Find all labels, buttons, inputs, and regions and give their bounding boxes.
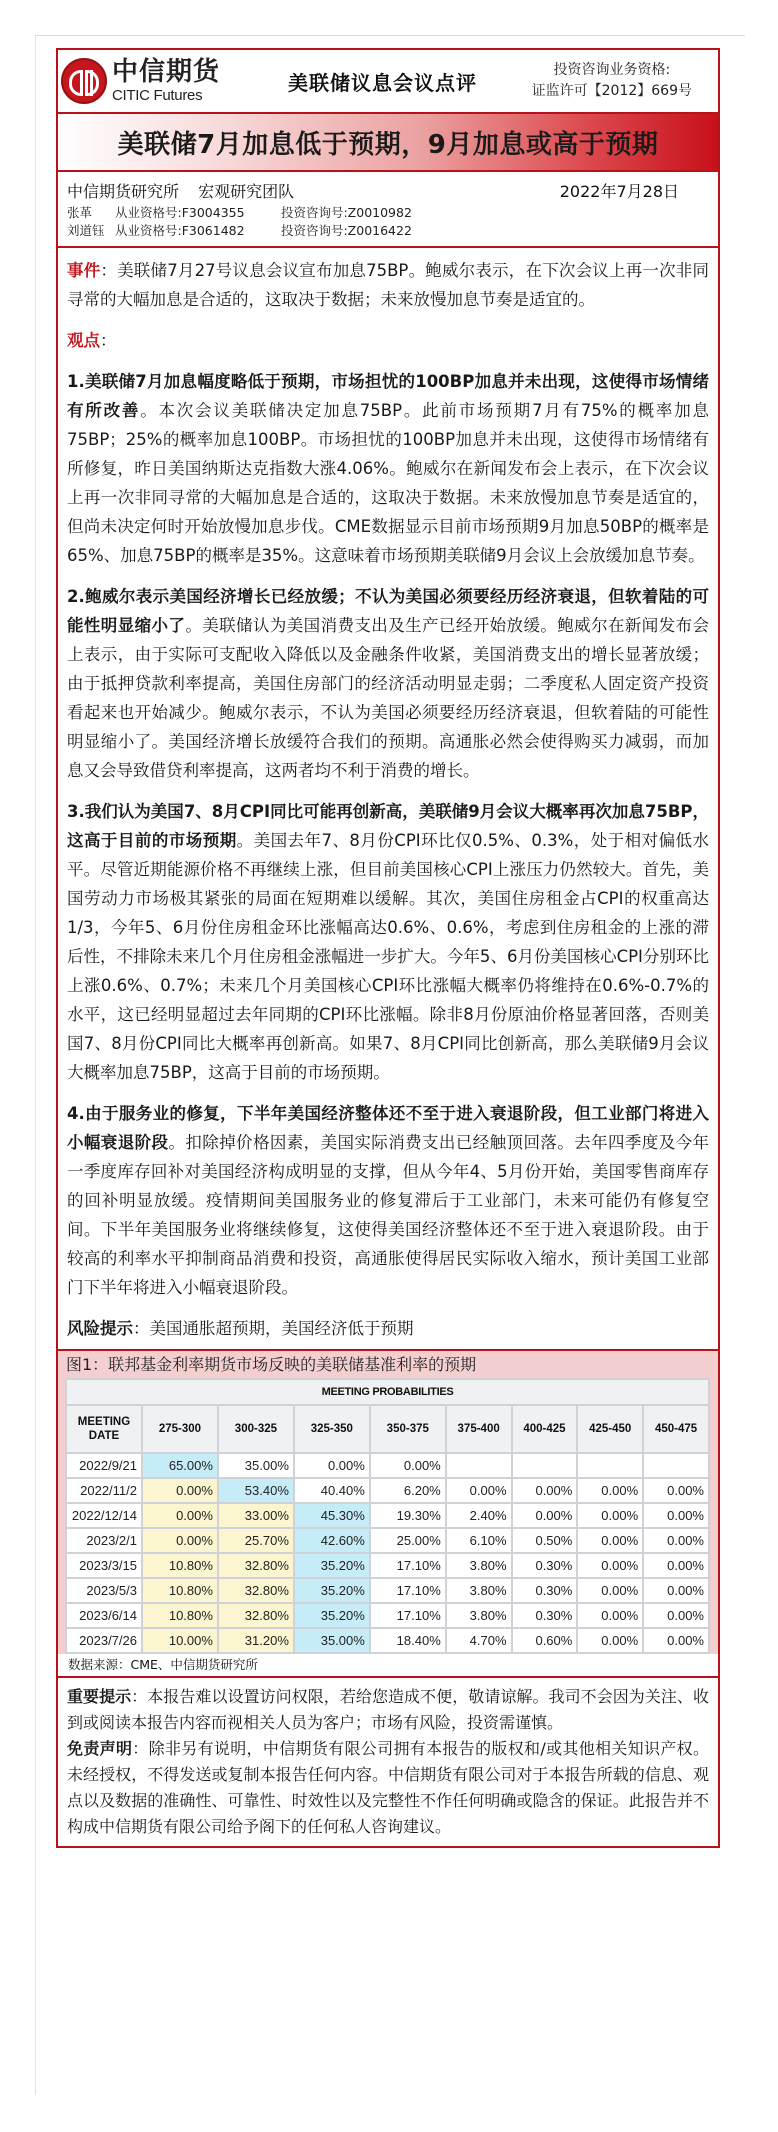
probability-cell: 10.00% (142, 1628, 218, 1653)
probability-cell: 42.60% (294, 1528, 370, 1553)
institute-name: 中信期货研究所 (67, 182, 180, 201)
view-point-3 (67, 797, 709, 1087)
probability-cell: 0.00% (577, 1628, 643, 1653)
important-notice (67, 1684, 709, 1736)
risk-label: 风险提示 (67, 1319, 133, 1338)
event-paragraph (67, 256, 709, 314)
citic-logo-icon (61, 58, 107, 104)
probability-cell: 0.00% (446, 1478, 512, 1503)
risk-warning (67, 1314, 709, 1343)
report-header (58, 50, 718, 114)
analyst-cert-no: 从业资格号:F3004355 (114, 205, 245, 220)
logo-chinese-name: 中信期货 (112, 57, 221, 87)
column-header-rate-range: 275-300 (142, 1405, 218, 1453)
probability-cell: 25.70% (218, 1528, 294, 1553)
analyst-consult-no: 投资咨询号:Z0010982 (280, 205, 412, 220)
views-heading: 观点： (67, 331, 117, 350)
probability-cell: 40.40% (294, 1478, 370, 1503)
column-header-rate-range: 325-350 (294, 1405, 370, 1453)
meeting-date-cell: 2022/9/21 (66, 1453, 142, 1478)
probability-cell: 2.40% (446, 1503, 512, 1528)
view-point-heading: 4.由于服务业的修复，下半年美国经济整体还不至于进入衰退阶段，但工业部门将进入小幅衰退阶段 (67, 1104, 709, 1152)
probability-cell: 31.20% (218, 1628, 294, 1653)
probability-cell: 6.20% (370, 1478, 446, 1503)
probability-cell (446, 1453, 512, 1478)
analyst-consult-no: 投资咨询号:Z0016422 (280, 223, 412, 238)
probability-cell: 0.00% (643, 1628, 709, 1653)
analyst-name: 张革 (67, 205, 93, 220)
headline-banner (58, 114, 718, 172)
probability-cell: 0.00% (643, 1553, 709, 1578)
figure-source: 数据来源：CME、中信期货研究所 (58, 1654, 718, 1676)
probability-cell: 0.60% (512, 1628, 578, 1653)
probability-cell: 17.10% (370, 1603, 446, 1628)
probability-cell: 35.00% (218, 1453, 294, 1478)
table-row (66, 1603, 709, 1628)
meeting-date-cell: 2022/12/14 (66, 1503, 142, 1528)
headline-title: 美联储7月加息低于预期，9月加息或高于预期 (117, 129, 659, 160)
analyst-row (67, 204, 709, 222)
view-point-text: 。扣除掉价格因素，美国实际消费支出已经触顶回落。去年四季度及今年一季度库存回补对美国经济构成明显的支撑，但从今年4、5月份开始，美国零售商库存的回补明显放缓。疫情期间美国服务业的修复滞后于工业部门，未来可能仍有修复空间。下半年美国服务业将继续修复，这使得美国经济整体还不至于进入衰退阶段。由于较高的利率水平抑制商品消费和投资，高通胀使得居民实际收入缩水，预计美国工业部门下半年将进入小幅衰退阶段。 (67, 1133, 710, 1297)
probability-cell: 3.80% (446, 1553, 512, 1578)
report-date: 2022年7月28日 (559, 182, 679, 201)
report-document (56, 48, 720, 1848)
license-line-1: 投资咨询业务资格: (553, 62, 671, 78)
probability-cell: 19.30% (370, 1503, 446, 1528)
probability-cell: 0.00% (370, 1453, 446, 1478)
probability-cell: 0.00% (643, 1503, 709, 1528)
column-header-rate-range: 400-425 (512, 1405, 578, 1453)
probability-cell: 25.00% (370, 1528, 446, 1553)
probability-cell: 0.00% (512, 1503, 578, 1528)
probability-cell: 10.80% (142, 1578, 218, 1603)
meeting-date-cell: 2022/11/2 (66, 1478, 142, 1503)
probability-cell: 0.00% (577, 1553, 643, 1578)
probability-cell: 0.00% (142, 1478, 218, 1503)
disclaimer-statement (67, 1736, 709, 1840)
column-header-rate-range: 450-475 (643, 1405, 709, 1453)
table-row (66, 1578, 709, 1603)
probability-cell: 32.80% (218, 1578, 294, 1603)
analyst-name: 刘道钰 (67, 223, 105, 238)
probability-cell (643, 1453, 709, 1478)
meeting-date-cell: 2023/3/15 (66, 1553, 142, 1578)
column-header-rate-range: 375-400 (446, 1405, 512, 1453)
license-info (532, 60, 692, 102)
notice-text: ：本报告难以设置访问权限，若给您造成不便，敬请谅解。我司不会因为关注、收到或阅读本报告内容而视相关人员为客户；市场有风险，投资需谨慎。 (67, 1687, 709, 1732)
probability-cell: 32.80% (218, 1603, 294, 1628)
analyst-row (67, 222, 709, 240)
table-row (66, 1528, 709, 1553)
views-label: 观点 (67, 331, 100, 350)
probability-cell: 0.00% (643, 1578, 709, 1603)
probability-cell: 33.00% (218, 1503, 294, 1528)
probability-cell: 35.20% (294, 1578, 370, 1603)
probability-cell: 0.00% (142, 1528, 218, 1553)
probability-cell: 10.80% (142, 1603, 218, 1628)
probability-cell: 3.80% (446, 1578, 512, 1603)
probability-cell (512, 1453, 578, 1478)
probability-cell: 0.00% (577, 1478, 643, 1503)
view-point-2 (67, 582, 709, 785)
probability-cell: 0.30% (512, 1603, 578, 1628)
table-row (66, 1628, 709, 1653)
probability-cell: 35.00% (294, 1628, 370, 1653)
license-line-2: 证监许可【2012】669号 (531, 83, 692, 99)
probability-cell: 18.40% (370, 1628, 446, 1653)
probability-cell: 35.20% (294, 1553, 370, 1578)
meeting-date-cell: 2023/5/3 (66, 1578, 142, 1603)
report-body (58, 248, 718, 1351)
view-point-text: 。美国去年7、8月份CPI环比仅0.5%、0.3%，处于相对偏低水平。尽管近期能源价格不再继续上涨，但目前美国核心CPI上涨压力仍然较大。首先，美国劳动力市场极其紧张的局面在短期难以缓解。其次，美国住房租金占CPI的权重高达1/3，今年5、6月份住房租金环比涨幅高达0.6%、0.6%，考虑到住房租金的上涨的滞后性，不排除未来几个月住房租金涨幅进一步扩大。今年5、6月份美国核心CPI分别环比上涨0.6%、0.7%；未来几个月美国核心CPI环比涨幅大概率仍将维持在0.6%-0.7%的水平，这已经明显超过去年同期的CPI环比涨幅。除非8月份原油价格显著回落，否则美国7、8月份CPI同比大概率再创新高。如果7、8月CPI同比创新高，那么美联储9月会议大概率加息75BP，这高于目前的市场预期。 (67, 831, 709, 1082)
probability-cell (577, 1453, 643, 1478)
probability-cell: 0.00% (643, 1603, 709, 1628)
table-row (66, 1453, 709, 1478)
disclaimer-label: 免责声明 (67, 1739, 133, 1758)
probability-cell: 0.00% (577, 1503, 643, 1528)
probability-cell: 4.70% (446, 1628, 512, 1653)
probability-cell: 53.40% (218, 1478, 294, 1503)
table-row (66, 1503, 709, 1528)
probability-cell: 0.50% (512, 1528, 578, 1553)
probability-cell: 0.00% (142, 1503, 218, 1528)
view-point-heading: 3.我们认为美国7、8月CPI同比可能再创新高，美联储9月会议大概率再次加息75BP，这高于目前的市场预期 (67, 802, 709, 850)
meeting-date-cell: 2023/7/26 (66, 1628, 142, 1653)
probability-cell: 65.00% (142, 1453, 218, 1478)
probability-cell: 45.30% (294, 1503, 370, 1528)
probability-cell: 32.80% (218, 1553, 294, 1578)
event-text: ：美联储7月27号议息会议宣布加息75BP。鲍威尔表示，在下次会议上再一次非同寻常的大幅加息是合适的，这取决于数据；未来放慢加息节奏是适宜的。 (67, 261, 709, 309)
probability-cell: 10.80% (142, 1553, 218, 1578)
author-info (58, 172, 718, 248)
column-header-meeting-date: MEETING DATE (66, 1405, 142, 1453)
view-point-heading: 1.美联储7月加息幅度略低于预期，市场担忧的100BP加息并未出现，这使得市场情绪有所改善 (67, 372, 709, 420)
probability-cell: 35.20% (294, 1603, 370, 1628)
notice-label: 重要提示 (67, 1687, 132, 1706)
column-header-rate-range: 425-450 (577, 1405, 643, 1453)
column-header-rate-range: 300-325 (218, 1405, 294, 1453)
meeting-date-cell: 2023/2/1 (66, 1528, 142, 1553)
probability-cell: 3.80% (446, 1603, 512, 1628)
probability-cell: 0.00% (512, 1478, 578, 1503)
view-point-heading: 2.鲍威尔表示美国经济增长已经放缓；不认为美国必须要经历经济衰退，但软着陆的可能性明显缩小了 (67, 587, 709, 635)
probability-cell: 0.00% (643, 1528, 709, 1553)
risk-text: ：美国通胀超预期，美国经济低于预期 (133, 1319, 414, 1338)
probability-cell: 0.00% (294, 1453, 370, 1478)
analyst-cert-no: 从业资格号:F3061482 (114, 223, 245, 238)
probability-cell: 17.10% (370, 1553, 446, 1578)
probability-cell: 17.10% (370, 1578, 446, 1603)
probability-cell: 0.00% (577, 1578, 643, 1603)
figure-1 (58, 1351, 718, 1678)
team-name: 宏观研究团队 (198, 182, 295, 201)
probability-cell: 0.00% (577, 1603, 643, 1628)
meeting-date-cell: 2023/6/14 (66, 1603, 142, 1628)
disclaimer-text: ：除非另有说明，中信期货有限公司拥有本报告的版权和/或其他相关知识产权。未经授权，不得发送或复制本报告任何内容。中信期货有限公司对于本报告所载的信息、观点以及数据的准确性、可靠性、时效性以及完整性不作任何明确或隐含的保证。此报告并不构成中信期货有限公司给予阁下的任何私人咨询建议。 (67, 1739, 709, 1836)
view-point-1 (67, 367, 709, 570)
table-row (66, 1553, 709, 1578)
probability-cell: 0.00% (643, 1478, 709, 1503)
figure-title: 图1：联邦基金利率期货市场反映的美联储基准利率的预期 (66, 1355, 477, 1374)
view-point-4 (67, 1099, 709, 1302)
probability-cell: 0.00% (577, 1528, 643, 1553)
probability-cell: 6.10% (446, 1528, 512, 1553)
probability-cell: 0.30% (512, 1578, 578, 1603)
event-label: 事件 (67, 261, 101, 280)
view-point-text: 。本次会议美联储决定加息75BP。此前市场预期7月有75%的概率加息75BP；25%的概率加息100BP。市场担忧的100BP加息并未出现，这使得市场情绪有所修复，昨日美国纳斯达克指数大涨4.06%。鲍威尔在新闻发布会上表示，在下次会议上再一次非同寻常的大幅加息是合适的，这取决于数据。未来放慢加息节奏是适宜的，但尚未决定何时开始放慢加息步伐。CME数据显示目前市场预期9月加息50BP的概率是65%、加息75BP的概率是35%。这意味着市场预期美联储9月会议上会放缓加息节奏。 (67, 401, 710, 565)
column-header-rate-range: 350-375 (370, 1405, 446, 1453)
disclaimer-section (58, 1678, 718, 1846)
logo-english-name: CITIC Futures (112, 87, 203, 104)
view-point-text: 。美联储认为美国消费支出及生产已经开始放缓。鲍威尔在新闻发布会上表示，由于实际可支配收入降低以及金融条件收紧，美国消费支出的增长显著放缓；由于抵押贷款利率提高，美国住房部门的经济活动明显走弱；二季度私人固定资产投资看起来也开始减少。鲍威尔表示，不认为美国必须要经历经济衰退，但软着陆的可能性明显缩小了。美国经济增长放缓符合我们的预期。高通胀必然会使得购买力减弱，而加息又会导致借贷利率提高，这两者均不利于消费的增长。 (67, 616, 710, 780)
table-row (66, 1478, 709, 1503)
probability-cell: 0.30% (512, 1553, 578, 1578)
meeting-probabilities-table (65, 1378, 710, 1654)
citic-logo (61, 58, 220, 104)
report-type-title: 美联储议息会议点评 (288, 71, 477, 95)
table-caption: MEETING PROBABILITIES (66, 1379, 709, 1405)
